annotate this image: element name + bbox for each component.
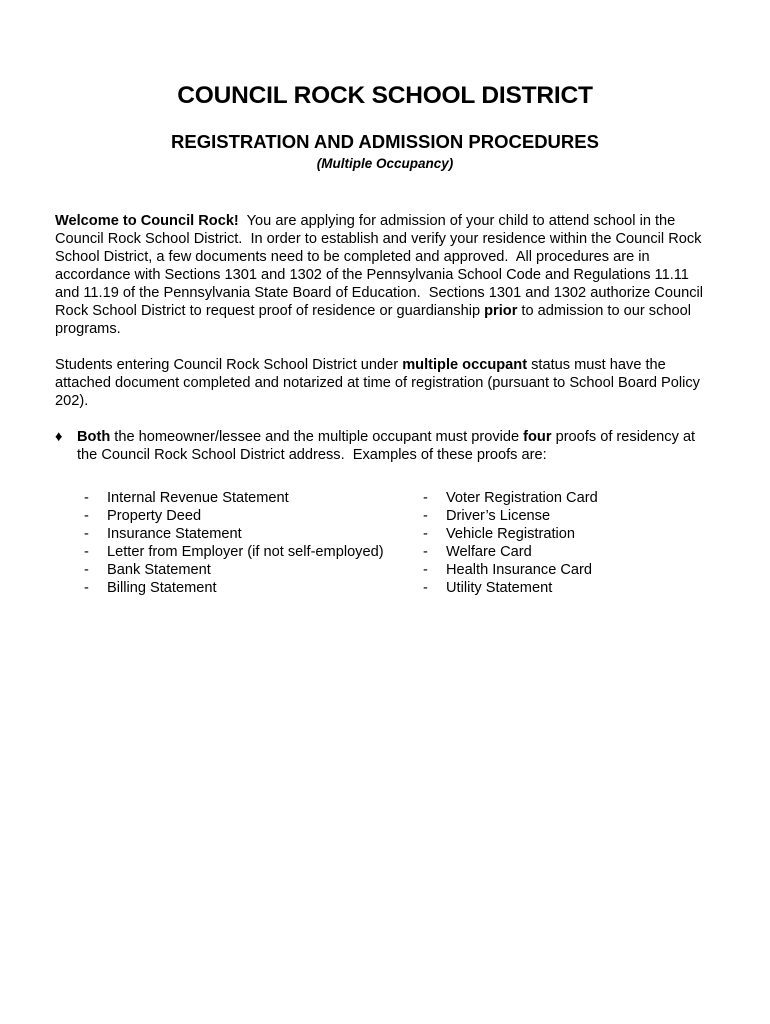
dash-marker: - — [423, 562, 428, 578]
diamond-bullet-icon: ♦ — [55, 429, 63, 445]
proof-requirement-bullet — [55, 428, 717, 464]
list-item-text: Voter Registration Card — [446, 490, 598, 506]
dash-marker: - — [84, 508, 89, 524]
multiple-occupant-paragraph — [55, 356, 717, 410]
status-text-end: status must have the attached document completed and notarized at time of registration (pursuant to School Board Policy 202). — [55, 357, 700, 409]
list-item-text: Internal Revenue Statement — [107, 490, 289, 506]
list-item — [423, 489, 723, 507]
list-item-text: Bank Statement — [107, 562, 211, 578]
list-item-text: Driver’s License — [446, 508, 551, 524]
list-item — [84, 561, 414, 579]
welcome-paragraph — [55, 212, 717, 338]
dash-marker: - — [84, 490, 89, 506]
dash-marker: - — [423, 544, 428, 560]
list-item — [84, 579, 414, 597]
bullet-text — [77, 428, 717, 464]
list-item — [423, 561, 723, 579]
proofs-list-right — [423, 489, 723, 597]
page-title: COUNCIL ROCK SCHOOL DISTRICT — [177, 82, 593, 109]
list-item-text: Vehicle Registration — [446, 526, 575, 542]
dash-marker: - — [423, 580, 428, 596]
both-emphasis: Both — [77, 429, 111, 445]
welcome-text: You are applying for admission of your child to attend school in the Council Rock School District. In order to establish and verify your residence within the Council Rock School District, a few documents need to be completed and approved. All procedures are in accordance with Sections 1301 and 1302 of the Pennsylvania School Code and Regulations 11.11 and 11.19 of the Pennsylvania State Board of Education. Sections 1301 and 1302 authorize Council Rock School District to request proof of residence or guardianship — [55, 213, 708, 319]
dash-marker: - — [423, 490, 428, 506]
dash-marker: - — [423, 526, 428, 542]
bullet-text-end: proofs of residency at the Council Rock School District address. Examples of these proofs are: — [77, 429, 700, 463]
four-emphasis: four — [523, 429, 552, 445]
page-subsubtitle: (Multiple Occupancy) — [316, 156, 454, 171]
list-item — [423, 579, 723, 597]
list-item — [423, 525, 723, 543]
list-item-text: Letter from Employer (if not self-employed) — [107, 544, 384, 560]
list-item-text: Welfare Card — [446, 544, 532, 560]
dash-marker: - — [84, 562, 89, 578]
list-item — [84, 489, 414, 507]
list-item — [84, 507, 414, 525]
welcome-lead: Welcome to Council Rock! — [55, 213, 239, 229]
dash-marker: - — [84, 580, 89, 596]
list-item-text: Insurance Statement — [107, 526, 242, 542]
proofs-list-left — [84, 489, 414, 597]
list-item-text: Billing Statement — [107, 580, 217, 596]
welcome-text-end: to admission to our school programs. — [55, 303, 691, 337]
list-item-text: Health Insurance Card — [446, 562, 593, 578]
page-subtitle: REGISTRATION AND ADMISSION PROCEDURES — [171, 131, 599, 152]
dash-marker: - — [423, 508, 428, 524]
list-item-text: Utility Statement — [446, 580, 553, 596]
status-text-start: Students entering Council Rock School District under — [55, 357, 403, 373]
bullet-text-middle: the homeowner/lessee and the multiple occupant must provide — [110, 429, 524, 445]
list-item — [84, 525, 414, 543]
dash-marker: - — [84, 544, 89, 560]
list-item-text: Property Deed — [107, 508, 202, 524]
multiple-occupant-emphasis: multiple occupant — [402, 357, 528, 373]
prior-emphasis: prior — [484, 303, 518, 319]
list-item — [423, 507, 723, 525]
dash-marker: - — [84, 526, 89, 542]
list-item — [423, 543, 723, 561]
list-item — [84, 543, 414, 561]
